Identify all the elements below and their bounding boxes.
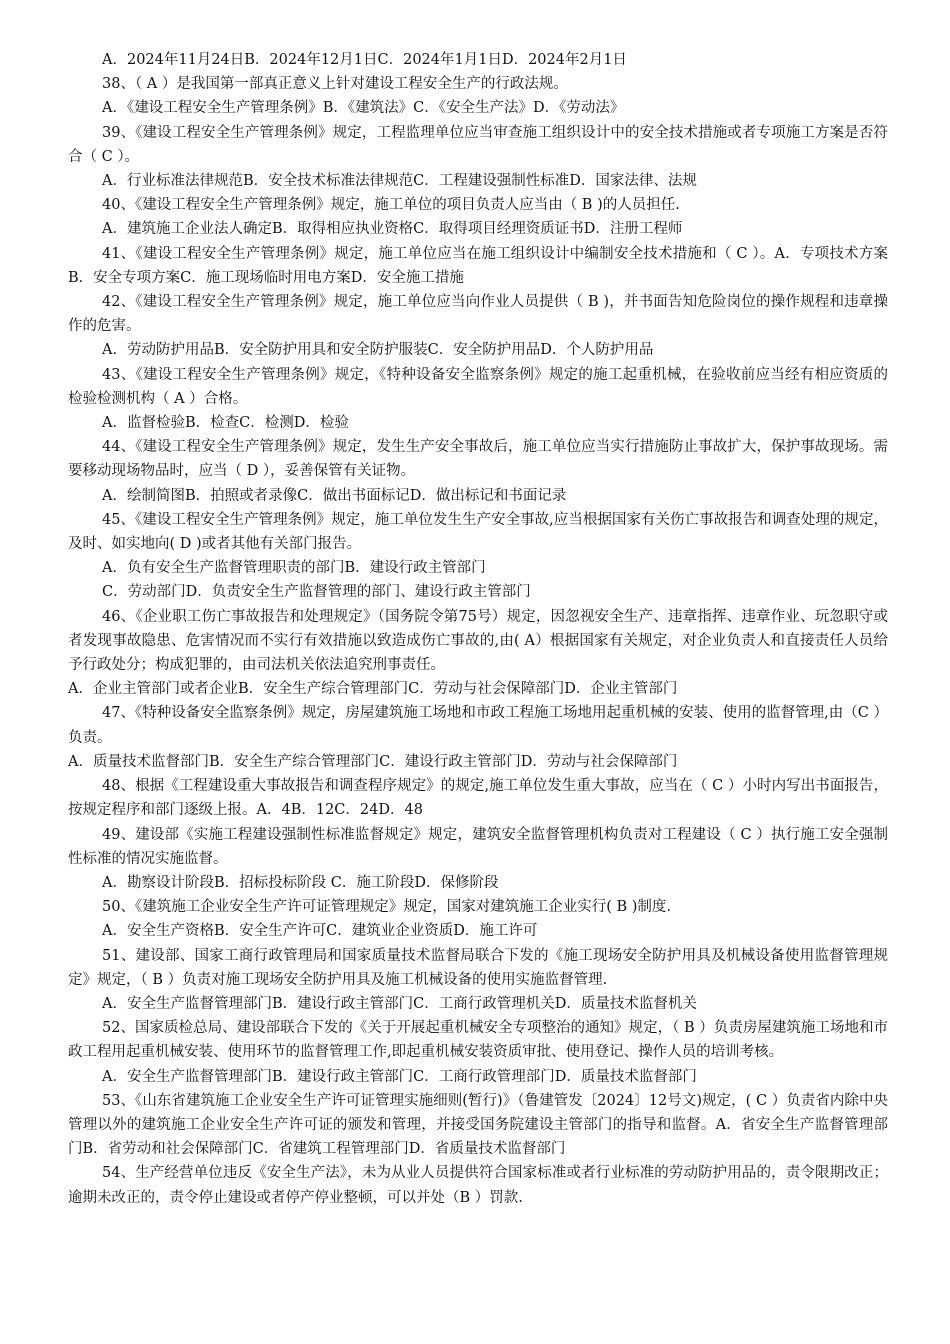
text-paragraph: A．安全生产资格B．安全生产许可C．建筑业企业资质D．施工许可 — [102, 923, 538, 940]
text-paragraph: A．《建设工程安全生产管理条例》B．《建筑法》C．《安全生产法》D．《劳动法》 — [102, 100, 625, 117]
text-paragraph: A．建筑施工企业法人确定B．取得相应执业资格C．取得项目经理资质证书D．注册工程师 — [102, 221, 683, 238]
text-paragraph: A．勘察设计阶段B．招标投标阶段 C．施工阶段D．保修阶段 — [102, 874, 499, 891]
text-paragraph: 38、（ A ）是我国第一部真正意义上针对建设工程安全生产的行政法规。 — [102, 76, 568, 93]
text-paragraph: 39、《建设工程安全生产管理条例》规定，工程监理单位应当审查施工组织设计中的安全技术措施或者专项施工方案是否符合（ C ）。 — [68, 124, 888, 165]
text-paragraph: 47、《特种设备安全监察条例》规定，房屋建筑施工场地和市政工程施工场地用起重机械的安装、使用的监督管理,由（C ）负责。 — [68, 705, 888, 746]
text-paragraph: A．安全生产监督管理部门B．建设行政主管部门C．工商行政管理机关D．质量技术监督机关 — [102, 995, 697, 1012]
text-paragraph: 42、《建设工程安全生产管理条例》规定，施工单位应当向作业人员提供（ B )，并书面告知危险岗位的操作规程和违章操作的危害。 — [68, 294, 888, 335]
text-paragraph: A．负有安全生产监督管理职责的部门B．建设行政主管部门 — [102, 560, 486, 577]
text-paragraph: A．安全生产监督管理部门B．建设行政主管部门C．工商行政管理部门D．质量技术监督部门 — [102, 1068, 697, 1085]
text-paragraph: 52、国家质检总局、建设部联合下发的《关于开展起重机械安全专项整治的通知》规定，（ B ）负责房屋建筑施工场地和市政工程用起重机械安装、使用环节的监督管理工作,即起重机械安装资质审批、使用登记、操作人员的培训考核。 — [68, 1020, 888, 1061]
text-paragraph: A．监督检验B．检查C．检测D．检验 — [102, 415, 349, 432]
text-paragraph: 54、生产经营单位违反《安全生产法》，未为从业人员提供符合国家标准或者行业标准的劳动防护用品的，责令限期改正；逾期未改正的，责令停止建设或者停产停业整顿，可以并处（B ）罚款. — [68, 1165, 888, 1206]
text-paragraph: C．劳动部门D．负责安全生产监督管理的部门、建设行政主管部门 — [102, 584, 531, 601]
document-body — [68, 48, 888, 1210]
text-paragraph: A．企业主管部门或者企业B．安全生产综合管理部门C．劳动与社会保障部门D．企业主管部门 — [68, 681, 678, 698]
text-paragraph: 50、《建筑施工企业安全生产许可证管理规定》规定，国家对建筑施工企业实行( B )制度. — [102, 899, 671, 916]
text-paragraph: 44、《建设工程安全生产管理条例》规定，发生生产安全事故后，施工单位应当实行措施防止事故扩大，保护事故现场。需要移动现场物品时，应当（ D ），妥善保管有关证物。 — [68, 439, 888, 480]
text-paragraph: A．劳动防护用品B．安全防护用具和安全防护服装C．安全防护用品D．个人防护用品 — [102, 342, 654, 359]
text-paragraph: 53、《山东省建筑施工企业安全生产许可证管理实施细则(暂行)》（鲁建管发〔2024〕12号文)规定，( C ）负责省内除中央管理以外的建筑施工企业安全生产许可证的颁发和管理，并接受国务院建设主管部门的指导和监督。A．省安全生产监督管理部门B．省劳动和社会保障部门C．省建筑工程管理部门D．省质量技术监督部门 — [68, 1092, 888, 1158]
text-paragraph: 45、《建设工程安全生产管理条例》规定，施工单位发生生产安全事故,应当根据国家有关伤亡事故报告和调查处理的规定，及时、如实地向( D )或者其他有关部门报告。 — [68, 511, 888, 553]
text-paragraph: 43、《建设工程安全生产管理条例》规定，《特种设备安全监察条例》规定的施工起重机械，在验收前应当经有相应资质的检验检测机构（ A ）合格。 — [68, 366, 888, 407]
text-paragraph: 51、建设部、国家工商行政管理局和国家质量技术监督局联合下发的《施工现场安全防护用具及机械设备使用监督管理规定》规定，（ B ）负责对施工现场安全防护用具及施工机械设备的使用实施监督管理. — [68, 947, 888, 988]
text-paragraph: A．行业标准法律规范B．安全技术标准法律规范C．工程建设强制性标准D．国家法律、法规 — [102, 173, 697, 190]
text-paragraph: A．质量技术监督部门B．安全生产综合管理部门C．建设行政主管部门D．劳动与社会保障部门 — [68, 753, 678, 770]
text-paragraph: 41、《建设工程安全生产管理条例》规定，施工单位应当在施工组织设计中编制安全技术措施和（ C ）。A．专项技术方案B．安全专项方案C．施工现场临时用电方案D．安全施工措施 — [68, 245, 888, 286]
text-paragraph: 40、《建设工程安全生产管理条例》规定，施工单位的项目负责人应当由（ B )的人员担任. — [102, 197, 680, 214]
text-paragraph: 48、根据《工程建设重大事故报告和调查程序规定》的规定,施工单位发生重大事故，应当在（ C ）小时内写出书面报告，按规定程序和部门逐级上报。A．4B．12C．24D．48 — [68, 778, 888, 819]
text-paragraph: A．绘制简图B．拍照或者录像C．做出书面标记D．做出标记和书面记录 — [102, 487, 567, 504]
text-paragraph: 49、建设部《实施工程建设强制性标准监督规定》规定，建筑安全监督管理机构负责对工程建设（ C ）执行施工安全强制性标准的情况实施监督。 — [68, 826, 888, 867]
text-paragraph: 46、《企业职工伤亡事故报告和处理规定》（国务院令第75号）规定，因忽视安全生产、违章指挥、违章作业、玩忽职守或者发现事故隐患、危害情况而不实行有效措施以致造成伤亡事故的,由( A）根据国家有关规定，对企业负责人和直接责任人员给予行政处分；构成犯罪的，由司法机关依法追究刑事责任。 — [68, 608, 888, 674]
text-paragraph: A．2024年11月24日B．2024年12月1日C．2024年1月1日D．2024年2月1日 — [102, 52, 627, 68]
